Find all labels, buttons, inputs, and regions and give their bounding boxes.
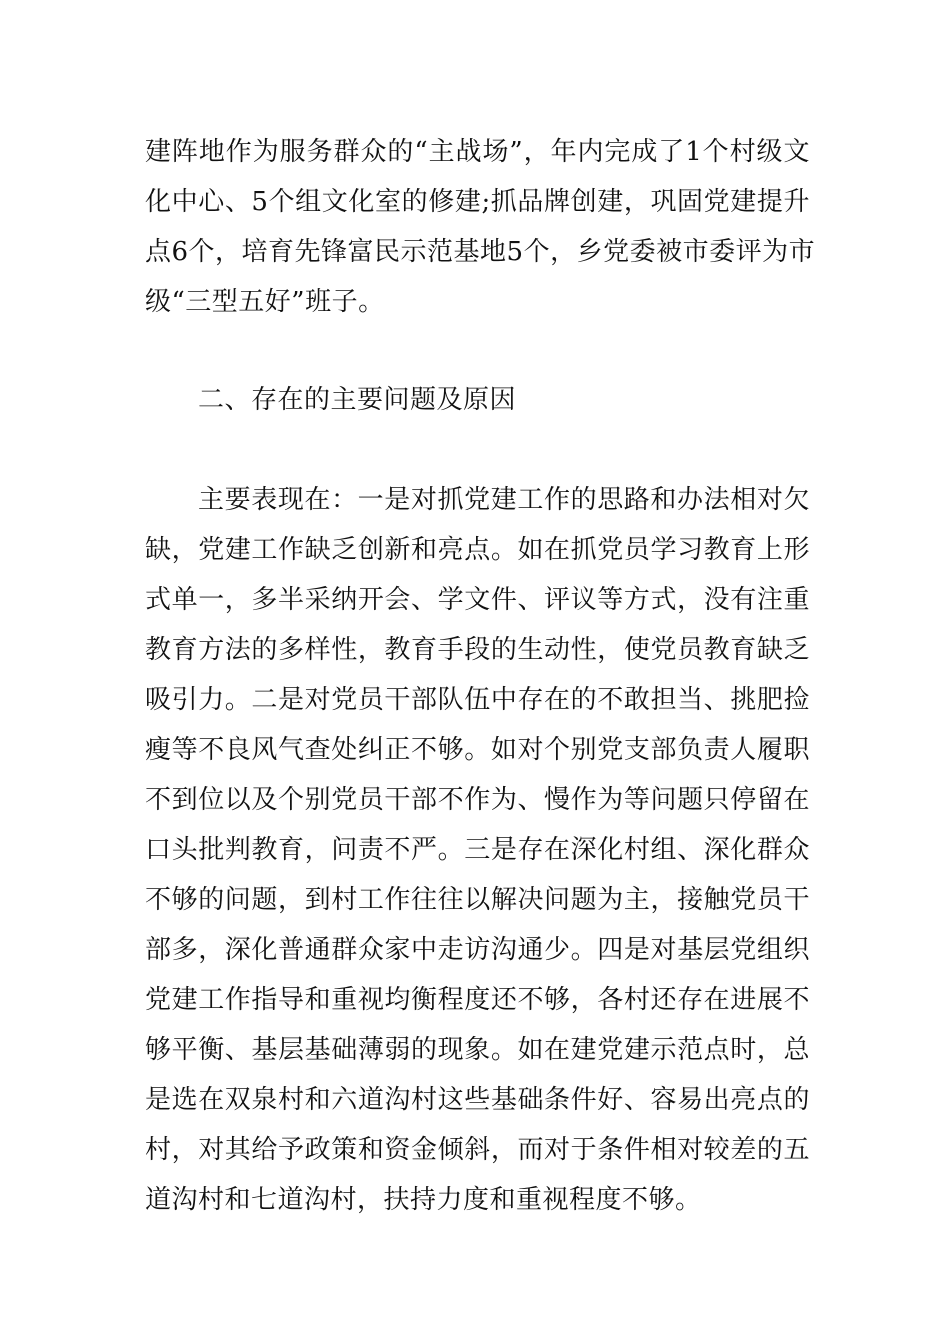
text-line: 吸引力。二是对党员干部队伍中存在的不敢担当、挑肥捡 [145, 685, 810, 715]
section-heading: 二、存在的主要问题及原因 [198, 385, 517, 415]
text-line: 道沟村和七道沟村，扶持力度和重视程度不够。 [145, 1185, 702, 1215]
text-line: 点6个，培育先锋富民示范基地5个，乡党委被市委评为市 [145, 237, 816, 267]
text-line: 化中心、5个组文化室的修建;抓品牌创建，巩固党建提升 [145, 187, 810, 217]
text-line: 缺，党建工作缺乏创新和亮点。如在抓党员学习教育上形 [145, 535, 810, 565]
text-line: 村，对其给予政策和资金倾斜，而对于条件相对较差的五 [145, 1135, 810, 1165]
text-line: 不到位以及个别党员干部不作为、慢作为等问题只停留在 [145, 785, 810, 815]
text-line: 口头批判教育，问责不严。三是存在深化村组、深化群众 [145, 835, 810, 865]
text-line: 级“三型五好”班子。 [145, 287, 385, 317]
text-line: 瘦等不良风气查处纠正不够。如对个别党支部负责人履职 [145, 735, 810, 765]
text-line: 够平衡、基层基础薄弱的现象。如在建党建示范点时，总 [145, 1035, 810, 1065]
text-line: 主要表现在：一是对抓党建工作的思路和办法相对欠 [198, 485, 810, 515]
text-line: 建阵地作为服务群众的“主战场”，年内完成了1个村级文 [145, 137, 810, 167]
text-line: 教育方法的多样性，教育手段的生动性，使党员教育缺乏 [145, 635, 810, 665]
text-line: 式单一，多半采纳开会、学文件、评议等方式，没有注重 [145, 585, 810, 615]
text-line: 部多，深化普通群众家中走访沟通少。四是对基层党组织 [145, 935, 810, 965]
text-line: 不够的问题，到村工作往往以解决问题为主，接触党员干 [145, 885, 810, 915]
text-line: 党建工作指导和重视均衡程度还不够，各村还存在进展不 [145, 985, 810, 1015]
text-line: 是选在双泉村和六道沟村这些基础条件好、容易出亮点的 [145, 1085, 810, 1115]
